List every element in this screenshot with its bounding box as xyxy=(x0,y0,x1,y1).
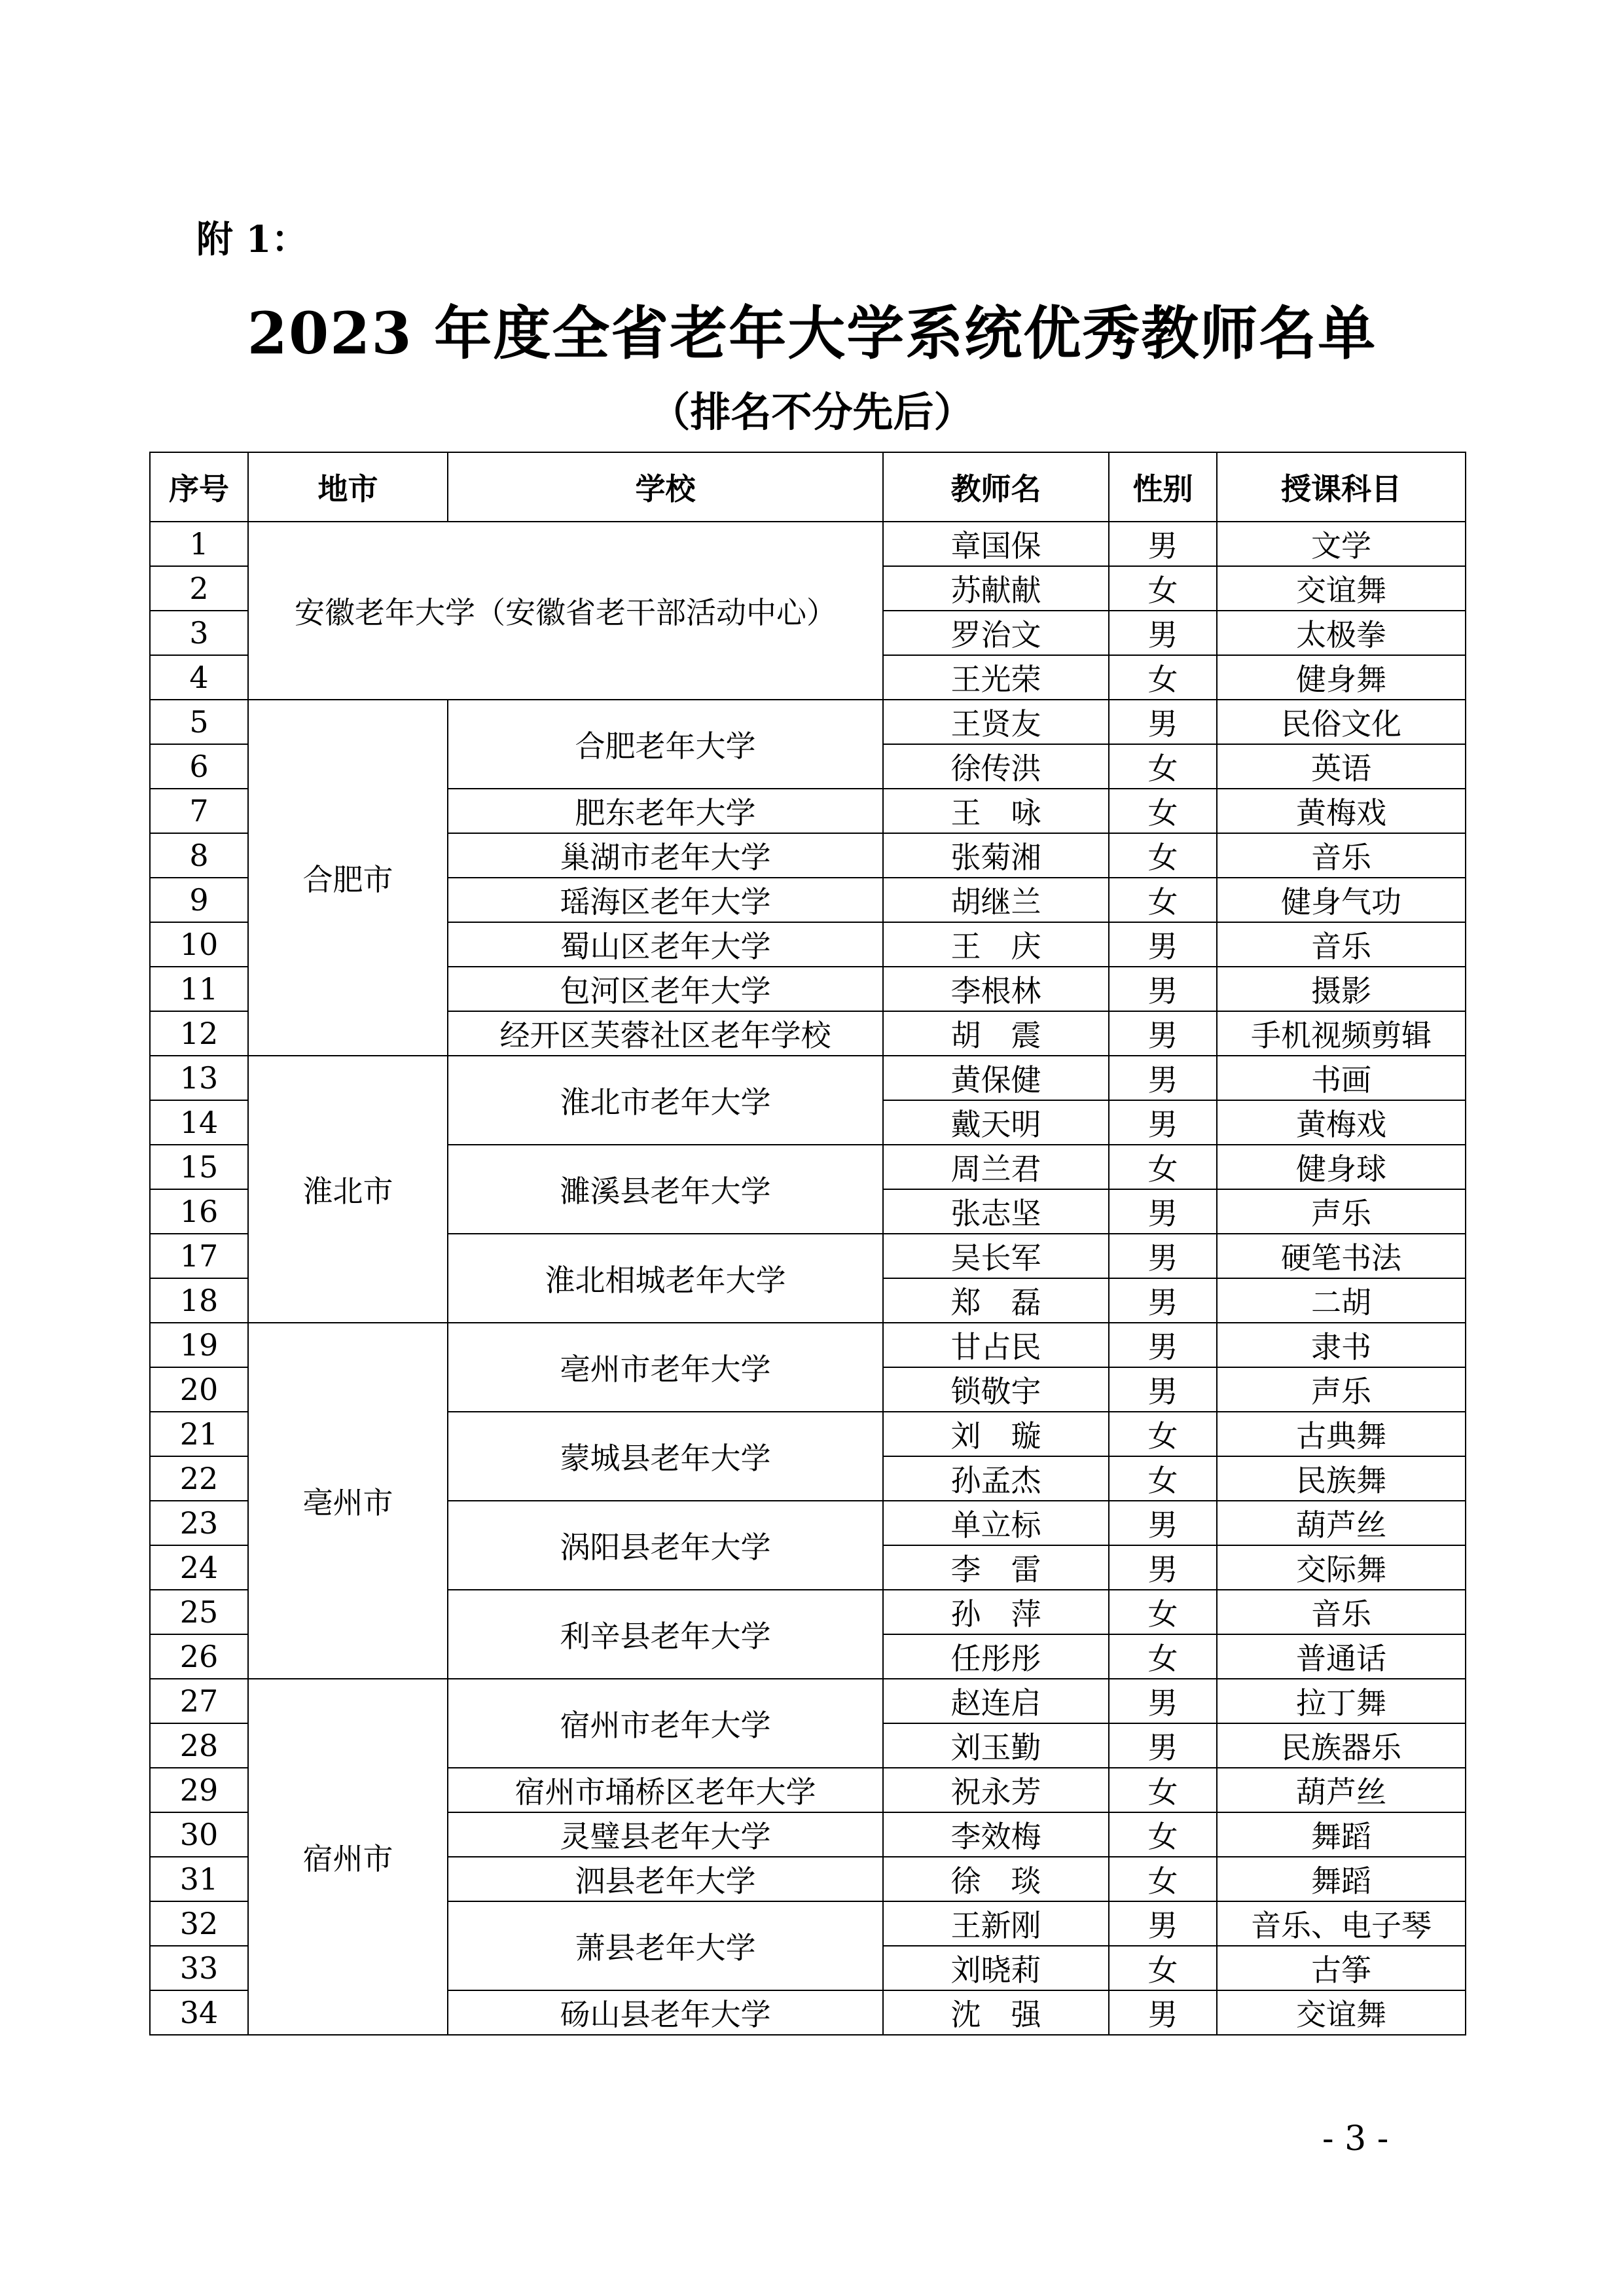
serial-number-cell: 34 xyxy=(150,1990,248,2035)
teacher-name-cell: 祝永芳 xyxy=(883,1768,1109,1812)
page-number: - 3 - xyxy=(1322,2119,1389,2159)
teacher-name-cell: 章国保 xyxy=(883,522,1109,566)
teacher-name-cell: 李 雷 xyxy=(883,1545,1109,1590)
table-body xyxy=(150,522,1466,2035)
header-cell-city: 地市 xyxy=(248,452,448,522)
gender-cell: 女 xyxy=(1109,1456,1217,1501)
school-cell: 利辛县老年大学 xyxy=(448,1590,883,1679)
teacher-name-cell: 刘晓莉 xyxy=(883,1946,1109,1990)
subject-cell: 舞蹈 xyxy=(1217,1812,1466,1857)
teacher-name-cell: 李效梅 xyxy=(883,1812,1109,1857)
subject-cell: 手机视频剪辑 xyxy=(1217,1011,1466,1056)
gender-cell: 男 xyxy=(1109,1367,1217,1412)
gender-cell: 男 xyxy=(1109,1189,1217,1234)
subject-cell: 音乐 xyxy=(1217,922,1466,967)
school-cell: 宿州市老年大学 xyxy=(448,1679,883,1768)
serial-number-cell: 24 xyxy=(150,1545,248,1590)
subject-cell: 民族器乐 xyxy=(1217,1723,1466,1768)
subject-cell: 舞蹈 xyxy=(1217,1857,1466,1901)
school-cell: 宿州市埇桥区老年大学 xyxy=(448,1768,883,1812)
gender-cell: 男 xyxy=(1109,1323,1217,1367)
gender-cell: 女 xyxy=(1109,744,1217,789)
subject-cell: 葫芦丝 xyxy=(1217,1501,1466,1545)
teacher-name-cell: 徐传洪 xyxy=(883,744,1109,789)
header-cell-teacher: 教师名 xyxy=(883,452,1109,522)
serial-number-cell: 8 xyxy=(150,833,248,878)
gender-cell: 女 xyxy=(1109,833,1217,878)
school-cell: 巢湖市老年大学 xyxy=(448,833,883,878)
teacher-name-cell: 甘占民 xyxy=(883,1323,1109,1367)
gender-cell: 男 xyxy=(1109,1234,1217,1278)
header-cell-no: 序号 xyxy=(150,452,248,522)
gender-cell: 女 xyxy=(1109,878,1217,922)
gender-cell: 男 xyxy=(1109,1990,1217,2035)
city-cell: 淮北市 xyxy=(248,1056,448,1323)
serial-number-cell: 2 xyxy=(150,566,248,611)
serial-number-cell: 5 xyxy=(150,700,248,744)
subject-cell: 隶书 xyxy=(1217,1323,1466,1367)
school-cell: 淮北相城老年大学 xyxy=(448,1234,883,1323)
teacher-name-cell: 胡继兰 xyxy=(883,878,1109,922)
school-cell: 蒙城县老年大学 xyxy=(448,1412,883,1501)
header-cell-gender: 性别 xyxy=(1109,452,1217,522)
document-subtitle: （排名不分先后） xyxy=(649,388,975,436)
subject-cell: 民族舞 xyxy=(1217,1456,1466,1501)
teacher-name-cell: 张志坚 xyxy=(883,1189,1109,1234)
gender-cell: 男 xyxy=(1109,522,1217,566)
subject-cell: 交际舞 xyxy=(1217,1545,1466,1590)
subject-cell: 葫芦丝 xyxy=(1217,1768,1466,1812)
teacher-name-cell: 罗治文 xyxy=(883,611,1109,655)
serial-number-cell: 31 xyxy=(150,1857,248,1901)
gender-cell: 女 xyxy=(1109,1634,1217,1679)
table-row xyxy=(150,1323,1466,1367)
gender-cell: 男 xyxy=(1109,1011,1217,1056)
gender-cell: 女 xyxy=(1109,655,1217,700)
serial-number-cell: 27 xyxy=(150,1679,248,1723)
serial-number-cell: 9 xyxy=(150,878,248,922)
gender-cell: 男 xyxy=(1109,611,1217,655)
teacher-name-cell: 刘 璇 xyxy=(883,1412,1109,1456)
teacher-name-cell: 王 咏 xyxy=(883,789,1109,833)
teacher-name-cell: 王新刚 xyxy=(883,1901,1109,1946)
subject-cell: 硬笔书法 xyxy=(1217,1234,1466,1278)
serial-number-cell: 22 xyxy=(150,1456,248,1501)
table-row xyxy=(150,700,1466,744)
school-cell: 亳州市老年大学 xyxy=(448,1323,883,1412)
gender-cell: 女 xyxy=(1109,1590,1217,1634)
serial-number-cell: 16 xyxy=(150,1189,248,1234)
header-cell-subject: 授课科目 xyxy=(1217,452,1466,522)
subject-cell: 二胡 xyxy=(1217,1278,1466,1323)
subject-cell: 普通话 xyxy=(1217,1634,1466,1679)
subject-cell: 声乐 xyxy=(1217,1367,1466,1412)
serial-number-cell: 23 xyxy=(150,1501,248,1545)
gender-cell: 女 xyxy=(1109,1812,1217,1857)
header-cell-school: 学校 xyxy=(448,452,883,522)
subject-cell: 古筝 xyxy=(1217,1946,1466,1990)
teacher-name-cell: 胡 震 xyxy=(883,1011,1109,1056)
gender-cell: 男 xyxy=(1109,1679,1217,1723)
serial-number-cell: 13 xyxy=(150,1056,248,1100)
serial-number-cell: 30 xyxy=(150,1812,248,1857)
school-cell: 砀山县老年大学 xyxy=(448,1990,883,2035)
city-cell: 合肥市 xyxy=(248,700,448,1056)
document-title: 2023 年度全省老年大学系统优秀教师名单 xyxy=(247,299,1377,367)
gender-cell: 男 xyxy=(1109,1100,1217,1145)
school-cell: 泗县老年大学 xyxy=(448,1857,883,1901)
subject-cell: 音乐 xyxy=(1217,833,1466,878)
teacher-name-cell: 沈 强 xyxy=(883,1990,1109,2035)
school-cell: 濉溪县老年大学 xyxy=(448,1145,883,1234)
subject-cell: 交谊舞 xyxy=(1217,566,1466,611)
teacher-name-cell: 张菊湘 xyxy=(883,833,1109,878)
serial-number-cell: 25 xyxy=(150,1590,248,1634)
teacher-name-cell: 王光荣 xyxy=(883,655,1109,700)
gender-cell: 男 xyxy=(1109,1501,1217,1545)
gender-cell: 男 xyxy=(1109,700,1217,744)
subject-cell: 交谊舞 xyxy=(1217,1990,1466,2035)
school-cell: 蜀山区老年大学 xyxy=(448,922,883,967)
teacher-name-cell: 单立标 xyxy=(883,1501,1109,1545)
teacher-name-cell: 苏献献 xyxy=(883,566,1109,611)
gender-cell: 女 xyxy=(1109,1145,1217,1189)
subject-cell: 拉丁舞 xyxy=(1217,1679,1466,1723)
gender-cell: 男 xyxy=(1109,922,1217,967)
gender-cell: 男 xyxy=(1109,1056,1217,1100)
merged-city-school-cell: 安徽老年大学（安徽省老干部活动中心） xyxy=(248,522,883,700)
subject-cell: 摄影 xyxy=(1217,967,1466,1011)
gender-cell: 女 xyxy=(1109,1857,1217,1901)
gender-cell: 女 xyxy=(1109,1768,1217,1812)
subject-cell: 英语 xyxy=(1217,744,1466,789)
teacher-name-cell: 吴长军 xyxy=(883,1234,1109,1278)
subject-cell: 书画 xyxy=(1217,1056,1466,1100)
city-cell: 宿州市 xyxy=(248,1679,448,2035)
school-cell: 萧县老年大学 xyxy=(448,1901,883,1990)
table-row xyxy=(150,522,1466,566)
school-cell: 灵璧县老年大学 xyxy=(448,1812,883,1857)
gender-cell: 男 xyxy=(1109,1278,1217,1323)
serial-number-cell: 3 xyxy=(150,611,248,655)
subject-cell: 音乐 xyxy=(1217,1590,1466,1634)
gender-cell: 男 xyxy=(1109,1901,1217,1946)
serial-number-cell: 12 xyxy=(150,1011,248,1056)
serial-number-cell: 10 xyxy=(150,922,248,967)
teacher-name-cell: 孙孟杰 xyxy=(883,1456,1109,1501)
subject-cell: 民俗文化 xyxy=(1217,700,1466,744)
subject-cell: 健身球 xyxy=(1217,1145,1466,1189)
table-header-row xyxy=(150,452,1466,522)
subject-cell: 太极拳 xyxy=(1217,611,1466,655)
serial-number-cell: 6 xyxy=(150,744,248,789)
teacher-name-cell: 赵连启 xyxy=(883,1679,1109,1723)
teacher-name-cell: 周兰君 xyxy=(883,1145,1109,1189)
subject-cell: 黄梅戏 xyxy=(1217,1100,1466,1145)
teacher-name-cell: 王贤友 xyxy=(883,700,1109,744)
serial-number-cell: 11 xyxy=(150,967,248,1011)
teacher-name-cell: 黄保健 xyxy=(883,1056,1109,1100)
teacher-name-cell: 孙 萍 xyxy=(883,1590,1109,1634)
serial-number-cell: 26 xyxy=(150,1634,248,1679)
gender-cell: 男 xyxy=(1109,967,1217,1011)
serial-number-cell: 17 xyxy=(150,1234,248,1278)
city-cell: 亳州市 xyxy=(248,1323,448,1679)
school-cell: 肥东老年大学 xyxy=(448,789,883,833)
serial-number-cell: 1 xyxy=(150,522,248,566)
serial-number-cell: 7 xyxy=(150,789,248,833)
school-cell: 淮北市老年大学 xyxy=(448,1056,883,1145)
subject-cell: 健身气功 xyxy=(1217,878,1466,922)
table-row xyxy=(150,1056,1466,1100)
serial-number-cell: 18 xyxy=(150,1278,248,1323)
gender-cell: 女 xyxy=(1109,1412,1217,1456)
gender-cell: 女 xyxy=(1109,789,1217,833)
teacher-name-cell: 任彤彤 xyxy=(883,1634,1109,1679)
teacher-name-cell: 戴天明 xyxy=(883,1100,1109,1145)
table-row xyxy=(150,1679,1466,1723)
subject-cell: 文学 xyxy=(1217,522,1466,566)
school-cell: 合肥老年大学 xyxy=(448,700,883,789)
teacher-roster-table xyxy=(149,452,1466,2036)
gender-cell: 女 xyxy=(1109,566,1217,611)
gender-cell: 女 xyxy=(1109,1946,1217,1990)
serial-number-cell: 32 xyxy=(150,1901,248,1946)
teacher-name-cell: 王 庆 xyxy=(883,922,1109,967)
subject-cell: 黄梅戏 xyxy=(1217,789,1466,833)
school-cell: 经开区芙蓉社区老年学校 xyxy=(448,1011,883,1056)
attachment-label: 附 1： xyxy=(196,218,308,261)
serial-number-cell: 29 xyxy=(150,1768,248,1812)
teacher-name-cell: 锁敬宇 xyxy=(883,1367,1109,1412)
teacher-name-cell: 徐 琰 xyxy=(883,1857,1109,1901)
serial-number-cell: 33 xyxy=(150,1946,248,1990)
serial-number-cell: 19 xyxy=(150,1323,248,1367)
school-cell: 瑶海区老年大学 xyxy=(448,878,883,922)
subject-cell: 声乐 xyxy=(1217,1189,1466,1234)
school-cell: 涡阳县老年大学 xyxy=(448,1501,883,1590)
gender-cell: 男 xyxy=(1109,1723,1217,1768)
subject-cell: 古典舞 xyxy=(1217,1412,1466,1456)
subject-cell: 音乐、电子琴 xyxy=(1217,1901,1466,1946)
school-cell: 包河区老年大学 xyxy=(448,967,883,1011)
serial-number-cell: 4 xyxy=(150,655,248,700)
serial-number-cell: 21 xyxy=(150,1412,248,1456)
serial-number-cell: 20 xyxy=(150,1367,248,1412)
teacher-name-cell: 李根林 xyxy=(883,967,1109,1011)
serial-number-cell: 28 xyxy=(150,1723,248,1768)
subject-cell: 健身舞 xyxy=(1217,655,1466,700)
serial-number-cell: 14 xyxy=(150,1100,248,1145)
gender-cell: 男 xyxy=(1109,1545,1217,1590)
teacher-name-cell: 刘玉勤 xyxy=(883,1723,1109,1768)
teacher-name-cell: 郑 磊 xyxy=(883,1278,1109,1323)
serial-number-cell: 15 xyxy=(150,1145,248,1189)
